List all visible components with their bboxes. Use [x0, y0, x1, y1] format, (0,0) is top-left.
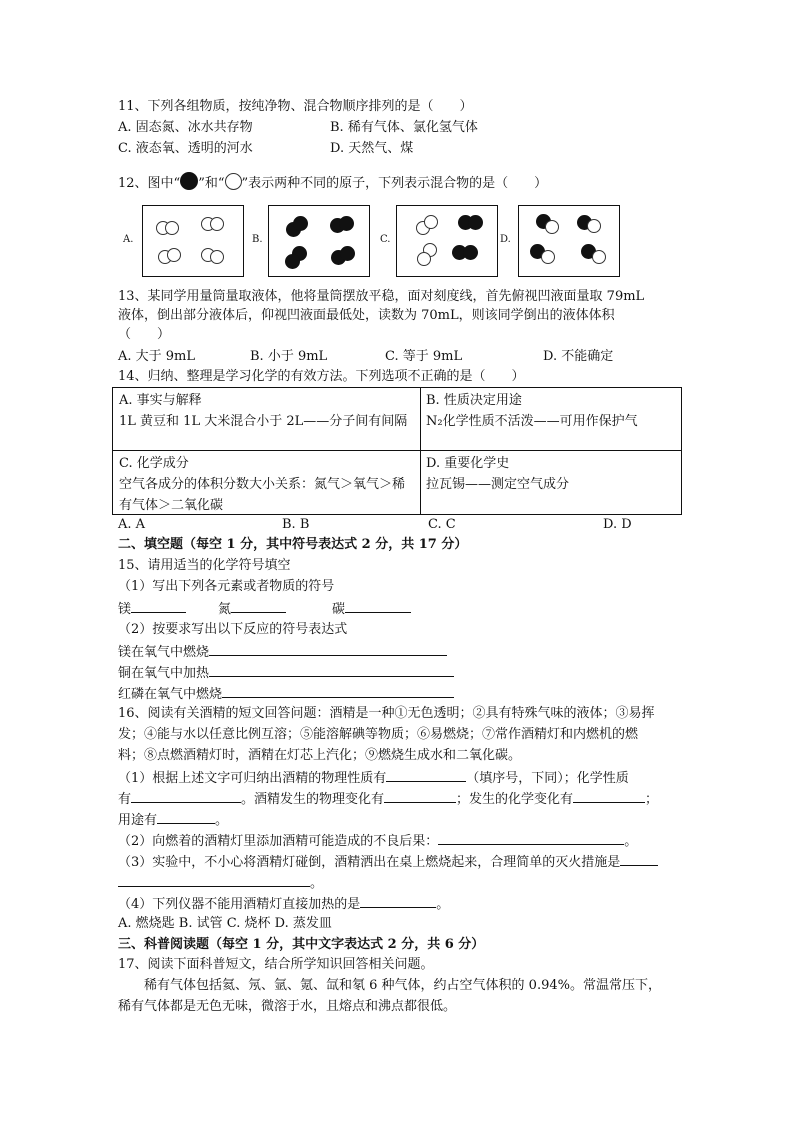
q14-cell-a: A. 事实与解释 1L 黄豆和 1L 大米混合小于 2L——分子间有间隔 — [119, 393, 408, 429]
q15-reaction-2: 铜在氧气中加热 — [118, 662, 454, 684]
q15-stem: 15、请用适当的化学符号填空 — [118, 558, 291, 573]
q11-option-a: A. 固态氮、冰水共存物 — [118, 120, 253, 135]
q16-sub3-line2: 。 — [118, 872, 323, 894]
q15-n-row: 氮 — [218, 598, 286, 620]
q13-option-c: C. 等于 9mL — [385, 349, 463, 364]
section-3-heading: 三、科普阅读题（每空 1 分，其中文字表达式 2 分，共 6 分） — [118, 937, 485, 952]
q16-sub2: （2）向燃着的酒精灯里添加酒精可能造成的不良后果： 。 — [118, 830, 637, 852]
q15-part2: （2）按要求写出以下反应的符号表达式 — [118, 622, 348, 637]
q17-paragraph-line2: 稀有气体都是无色无味，微溶于水，且熔点和沸点都很低。 — [118, 999, 457, 1014]
q16-sub1-line1: （1）根据上述文字可归纳出酒精的物理性质有 （填序号，下同）；化学性质 — [118, 767, 629, 789]
q14-option-a: A. A — [118, 517, 146, 532]
q12-label-d: D. — [500, 234, 511, 245]
q14-option-c: C. C — [428, 517, 456, 532]
q12-stem: 12、图中“ ”和“ ”表示两种不同的原子，下列表示混合物的是（ ） — [118, 172, 547, 194]
q11-option-b: B. 稀有气体、氯化氢气体 — [330, 120, 478, 135]
q15-part1: （1）写出下列各元素或者物质的符号 — [118, 579, 335, 594]
q16-sub1-line2: 有 。酒精发生的物理变化有 ；发生的化学变化有 ； — [118, 788, 658, 810]
q14-table — [112, 387, 682, 515]
q16-line1: 16、阅读有关酒精的短文回答问题：酒精是一种①无色透明；②具有特殊气味的液体；③易挥 — [118, 706, 655, 721]
q14-option-b: B. B — [282, 517, 310, 532]
q11-option-d: D. 天然气、煤 — [330, 141, 414, 156]
q16-options: A. 燃烧匙 B. 试管 C. 烧杯 D. 蒸发皿 — [118, 916, 332, 931]
q12-label-a: A. — [123, 234, 134, 245]
q17-paragraph-line1: 稀有气体包括氦、氖、氩、氪、氙和氡 6 种气体，约占空气体积的 0.94%。常温常压下， — [118, 978, 661, 993]
q16-line2: 发；④能与水以任意比例互溶；⑤能溶解碘等物质；⑥易燃烧；⑦常作酒精灯和内燃机的燃 — [118, 727, 639, 742]
q16-line3: 料；⑧点燃酒精灯时，酒精在灯芯上汽化；⑨燃烧生成水和二氧化碳。 — [118, 748, 522, 763]
q14-stem: 14、归纳、整理是学习化学的有效方法。下列选项不正确的是（ ） — [118, 369, 525, 384]
section-2-heading: 二、填空题（每空 1 分，其中符号表达式 2 分，共 17 分） — [118, 537, 468, 552]
q16-sub4: （4）下列仪器不能用酒精灯直接加热的是 。 — [118, 893, 449, 915]
q15-reaction-3: 红磷在氧气中燃烧 — [118, 683, 454, 705]
q11-option-c: C. 液态氧、透明的河水 — [118, 141, 253, 156]
q13-option-d: D. 不能确定 — [543, 349, 614, 364]
q13-line3: （ ） — [118, 327, 171, 342]
q14-cell-b: B. 性质决定用途 N₂化学性质不活泼——可用作保护气 — [426, 393, 638, 429]
white-atom-icon — [225, 173, 242, 190]
black-atom-icon — [180, 172, 198, 190]
q14-cell-c: C. 化学成分 空气各成分的体积分数大小关系：氮气＞氧气＞稀有气体＞二氧化碳 — [119, 456, 406, 513]
q13-option-a: A. 大于 9mL — [118, 349, 196, 364]
q12-label-c: C. — [380, 234, 391, 245]
q16-sub3-line1: （3）实验中，不小心将酒精灯碰倒，酒精洒出在桌上燃烧起来，合理简单的灭火措施是 — [118, 851, 658, 873]
q17-stem: 17、阅读下面科普短文，结合所学知识回答相关问题。 — [118, 957, 434, 972]
q13-option-b: B. 小于 9mL — [250, 349, 328, 364]
q15-c-row: 碳 — [332, 598, 411, 620]
q13-line2: 液体，倒出部分液体后，仰视凹液面最低处，读数为 70mL，则该同学倒出的液体体积 — [118, 308, 615, 323]
q12-label-b: B. — [252, 234, 263, 245]
q15-reaction-1: 镁在氧气中燃烧 — [118, 641, 447, 663]
q14-option-d: D. D — [603, 517, 632, 532]
q15-mg-row: 镁 — [118, 598, 186, 620]
q16-sub1-line3: 用途有 。 — [118, 809, 228, 831]
q14-cell-d: D. 重要化学史 拉瓦锡——测定空气成分 — [426, 456, 570, 492]
q11-stem: 11、下列各组物质，按纯净物、混合物顺序排列的是（ ） — [118, 99, 473, 114]
q13-line1: 13、某同学用量筒量取液体，他将量筒摆放平稳，面对刻度线，首先俯视凹液面量取 79mL — [118, 289, 645, 304]
